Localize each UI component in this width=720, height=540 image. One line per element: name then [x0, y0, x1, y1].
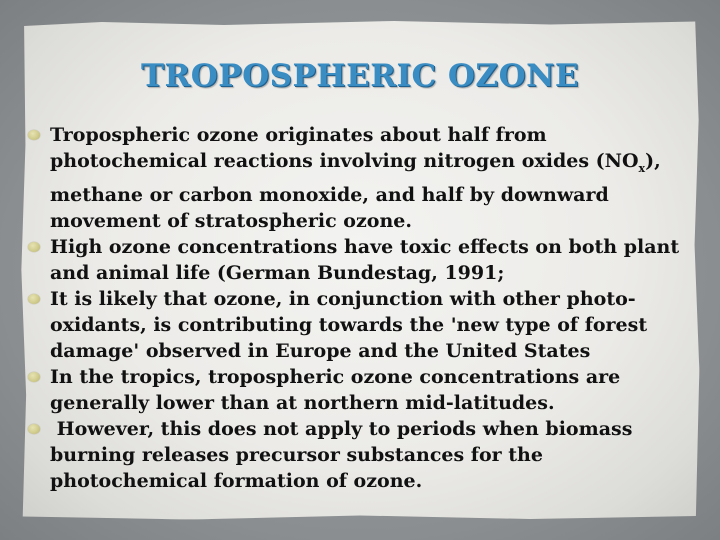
bullet-text-part: ), methane or carbon monoxide, and half by downward movement of stratospheric ozone.: [50, 150, 661, 232]
bullet-text: High ozone concentrations have toxic effects on both plant and animal life (German Bundestag, 1991;: [50, 235, 680, 284]
circle-bullet-icon: [28, 130, 40, 140]
bullet-item: [28, 364, 688, 416]
circle-bullet-icon: [28, 242, 40, 252]
circle-bullet-icon: [28, 294, 40, 304]
bullet-item: [28, 286, 688, 364]
bullet-text: [50, 124, 661, 232]
bullet-item: [28, 234, 688, 286]
bullet-item: [28, 122, 688, 234]
bullet-text: It is likely that ozone, in conjunction with other photo-oxidants, is contributing towards the 'new type of forest damage' observed in Europe and the United States: [50, 287, 648, 362]
bullet-list: [28, 122, 688, 494]
bullet-text: However, this does not apply to periods when biomass burning releases precursor substances for the photochemical formation of ozone.: [50, 417, 640, 492]
circle-bullet-icon: [28, 424, 40, 434]
bullet-text-part: Tropospheric ozone originates about half from photochemical reactions involving nitrogen oxides (NO: [50, 124, 639, 172]
circle-bullet-icon: [28, 372, 40, 382]
subscript-x: x: [638, 161, 646, 175]
bullet-item: [28, 416, 688, 494]
slide-title: TROPOSPHERIC OZONE: [140, 58, 580, 94]
bullet-text: In the tropics, tropospheric ozone concentrations are generally lower than at northern mid-latitudes.: [50, 365, 621, 414]
